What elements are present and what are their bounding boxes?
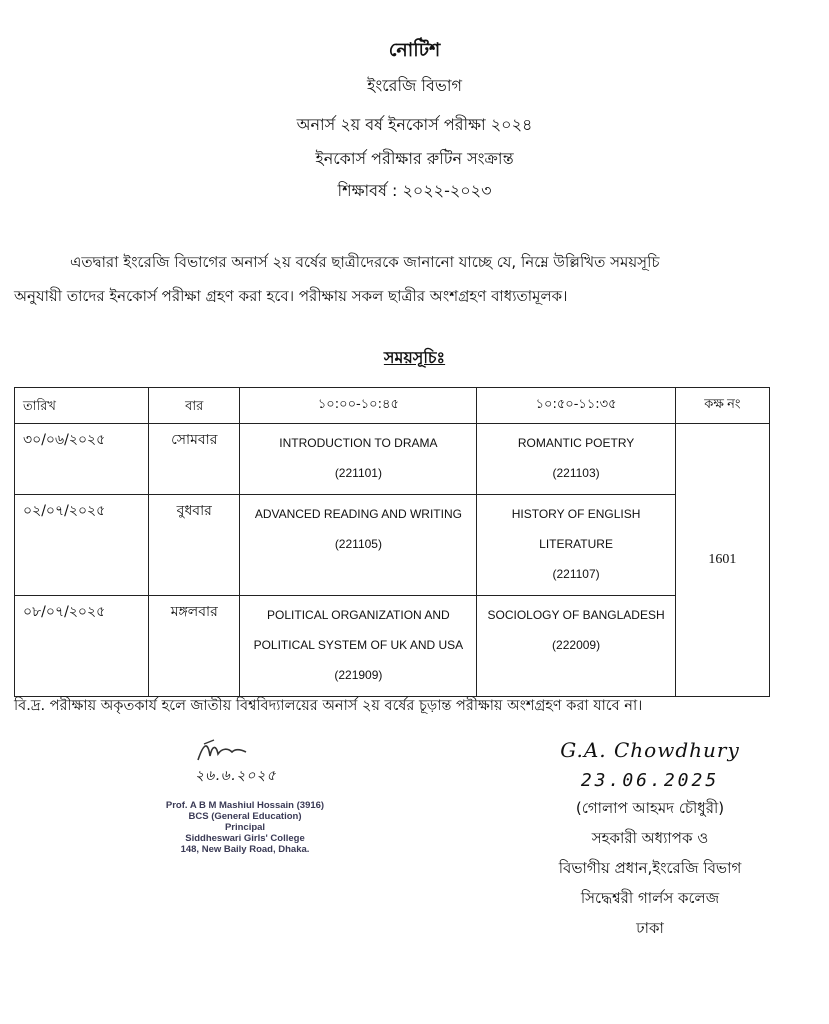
schedule-label: সময়সূচিঃ [383,348,446,367]
college-address: 148, New Baily Road, Dhaka. [180,844,310,855]
room-number: 1601 [675,424,769,697]
header-slot-2: ১০:৫০-১১:৩৫ [477,388,675,424]
row-date: ০৮/০৭/২০২৫ [15,596,149,697]
head-department: বিভাগীয় প্রধান,ইংরেজি বিভাগ [558,859,742,877]
course-code: (221107) [552,567,600,581]
row-day: সোমবার [149,424,240,495]
principal-cadre: BCS (General Education) [188,811,302,822]
course-name: ROMANTIC POETRY [517,436,635,450]
schedule-heading [0,345,829,372]
slot-1-course [240,596,477,697]
header-slot-1: ১০:০০-১০:৪৫ [240,388,477,424]
course-code: (221103) [552,466,600,480]
header-date: তারিখ [15,388,149,424]
course-code: (221909) [334,668,383,682]
college-name: Siddheswari Girls' College [185,833,305,844]
row-date: ০২/০৭/২০২৫ [15,495,149,596]
row-date: ৩০/০৬/২০২৫ [15,424,149,495]
slot-2-course [477,495,675,596]
slot-2-course [477,596,675,697]
intro-line-1: এতদ্বারা ইংরেজি বিভাগের অনার্স ২য় বর্ষের ছাত্রীদেরকে জানানো যাচ্ছে যে, নিম্নে উল্লিখিত সময়সূচি [70,253,660,271]
course-code: (222009) [552,638,601,652]
head-sign-date: 23.06.2025 [580,770,720,791]
slot-1-course [240,495,477,596]
notice-subject: ইনকোর্স পরীক্ষার রুটিন সংক্রান্ত [315,149,514,168]
slot-2-course [477,424,675,495]
head-signature-block [520,738,780,943]
head-name: (গোলাপ আহমদ চৌধুরী) [575,799,725,817]
header-room: কক্ষ নং [675,388,769,424]
principal-sign-date: ২৬.৬.২০২৫ [195,768,277,784]
routine-table [14,387,770,697]
session-year: শিক্ষাবর্ষ : ২০২২-২০২৩ [337,181,492,200]
handwritten-signature: G.A. Chowdhury [560,738,740,762]
course-name: ADVANCED READING AND WRITING [254,507,462,521]
head-college: সিদ্ধেশ্বরী গার্লস কলেজ [580,889,720,907]
table-header-row [15,388,770,424]
exam-title: অনার্স ২য় বর্ষ ইনকোর্স পরীক্ষা ২০২৪ [296,115,533,134]
intro-paragraph [14,245,814,313]
signature-scribble [194,738,250,766]
table-row [15,424,770,495]
principal-name: Prof. A B M Mashiul Hossain (3916) [165,800,325,811]
notice-title: নোটিশ [388,39,441,61]
course-name: POLITICAL ORGANIZATION AND POLITICAL SYSTEM OF UK AND USA [253,608,464,652]
head-details [520,793,780,943]
principal-designation: Principal [224,822,266,833]
row-day: মঙ্গলবার [149,596,240,697]
course-code: (221105) [334,537,382,551]
course-code: (221101) [334,466,382,480]
course-name: SOCIOLOGY OF BANGLADESH [487,608,665,622]
table-row [15,495,770,596]
table-row [15,596,770,697]
intro-line-2: অনুযায়ী তাদের ইনকোর্স পরীক্ষা গ্রহণ করা হবে। পরীক্ষায় সকল ছাত্রীর অংশগ্রহণ বাধ্যতামূলক। [14,287,568,305]
row-day: বুধবার [149,495,240,596]
head-city: ঢাকা [636,919,664,937]
course-name: INTRODUCTION TO DRAMA [279,436,438,450]
principal-stamp [150,800,340,855]
header-day: বার [149,388,240,424]
course-name: HISTORY OF ENGLISH LITERATURE [511,507,641,551]
slot-1-course [240,424,477,495]
footnote: বি.দ্র. পরীক্ষায় অকৃতকার্য হলে জাতীয় বিশ্ববিদ্যালয়ের অনার্স ২য় বর্ষের চূড়ান্ত পরীক্ষায় অংশগ্রহণ করা যাবে না। [14,698,643,714]
head-title: সহকারী অধ্যাপক ও [591,829,709,847]
department-name: ইংরেজি বিভাগ [367,76,462,95]
